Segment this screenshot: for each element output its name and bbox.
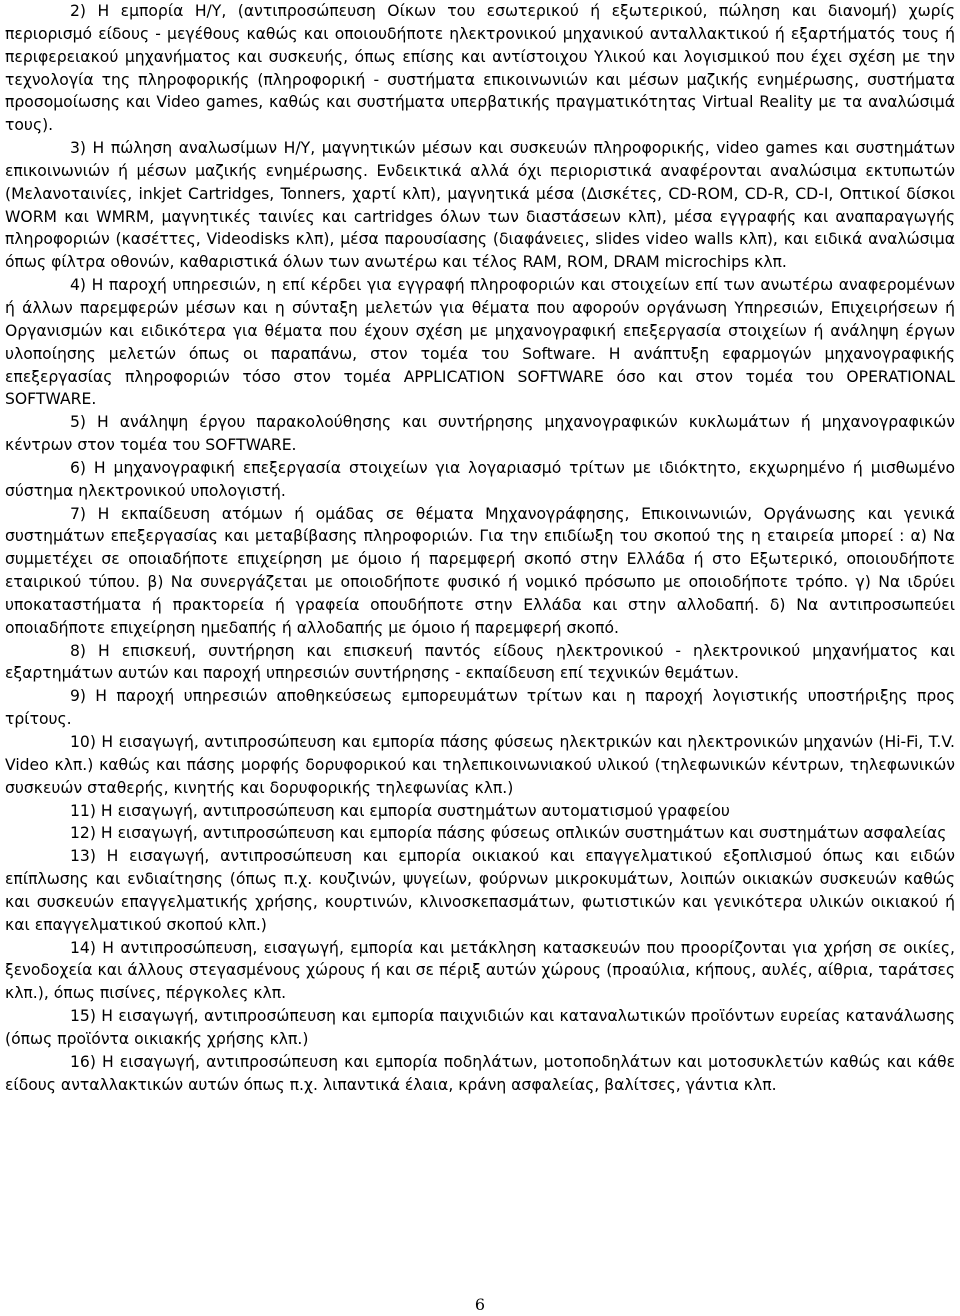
paragraph-item-16: 16) Η εισαγωγή, αντιπροσώπευση και εμπορία ποδηλάτων, μοτοποδηλάτων και μοτοσυκλετών καθώς και κάθε είδους ανταλλακτικών αυτών όπως π.χ. λιπαντικά έλαια, κράνη ασφαλείας, βαλίτσες, γάντια κλπ. xyxy=(5,1052,955,1094)
paragraph-item-4: 4) Η παροχή υπηρεσιών, η επί κέρδει για εγγραφή πληροφοριών και στοιχείων επί των ανωτέρω αναφερομένων ή άλλων παρεμφερών μέσων και η σύνταξη μελετών για θέματα που αφορούν οργάνωση Υπηρεσιών, Επιχειρήσεων ή Οργανισμών και ειδικότερα για θέματα που έχουν σχέση με μηχανογραφική επεξεργασία στοιχείων ή ανάληψη έργων υλοποίησης μελετών όπως οι παραπάνω, στον τομέα του Software. Η ανάπτυξη εφαρμογών μηχανογραφικής επεξεργασίας πληροφοριών τόσο στον τομέα APPLICATION SOFTWARE όσο και στον τομέα του OPERATIONAL SOFTWARE. xyxy=(5,276,955,409)
paragraph-item-7: 7) Η εκπαίδευση ατόμων ή ομάδας σε θέματα Μηχανογράφησης, Επικοινωνιών, Οργάνωσης και γενικά συστημάτων επεξεργασίας και μεταβίβασης πληροφοριών. Για την επιδίωξη του σκοπού της η εταιρεία μπορεί : α) Να συμμετέχει σε οποιαδήποτε επιχείρηση με όμοιο ή παρεμφερή σκοπό στην Ελλάδα ή στο Εξωτερικό, οποιουδήποτε εταιρικού τύπου. β) Να συνεργάζεται με οποιοδήποτε φυσικό ή νομικό πρόσωπο με οποιοδήποτε τρόπο. γ) Να ιδρύει υποκαταστήματα ή πρακτορεία ή γραφεία οπουδήποτε στην Ελλάδα και στην αλλοδαπή. δ) Να αντιπροσωπεύει οποιαδήποτε επιχείρηση ημεδαπής ή αλλοδαπής με όμοιο ή παρεμφερή σκοπό. xyxy=(5,504,955,637)
document-page xyxy=(5,0,955,1097)
paragraph-item-12: 12) Η εισαγωγή, αντιπροσώπευση και εμπορία πάσης φύσεως οπλικών συστημάτων και συστημάτων ασφαλείας xyxy=(70,824,947,843)
page-number: 6 xyxy=(474,1295,486,1314)
paragraph-item-5: 5) Η ανάληψη έργου παρακολούθησης και συντήρησης μηχανογραφικών κυκλωμάτων ή μηχανογραφικών κέντρων στον τομέα του SOFTWARE. xyxy=(5,413,955,455)
paragraph-item-2: 2) Η εμπορία Η/Υ, (αντιπροσώπευση Οίκων του εσωτερικού ή εξωτερικού, πώληση και διανομή) χωρίς περιορισμό είδους - μεγέθους καθώς και οποιουδήποτε ηλεκτρονικού μηχανικού ανταλλακτικού ή εξαρτήματός τους ή περιφερειακού μηχανήματος και συσκευής, όπως επίσης και αντίστοιχου Υλικού και λογισμικού που έχει σχέση με την τεχνολογία της πληροφορικής (πληροφορική - συστήματα επικοινωνιών και μέσων μαζικής ενημέρωσης, συστήματα προσομοίωσης και Video games, καθώς και συστήματα υπερβατικής πραγματικότητας Virtual Reality με τα αναλώσιμά τους). xyxy=(5,2,955,135)
paragraph-item-11: 11) Η εισαγωγή, αντιπροσώπευση και εμπορία συστημάτων αυτοματισμού γραφείου xyxy=(70,801,730,820)
paragraph-item-6: 6) Η μηχανογραφική επεξεργασία στοιχείων για λογαριασμό τρίτων με ιδιόκτητο, εκχωρημένο ή μισθωμένο σύστημα ηλεκτρονικού υπολογιστή. xyxy=(5,458,955,500)
paragraph-item-14: 14) Η αντιπροσώπευση, εισαγωγή, εμπορία και μετάκληση κατασκευών που προορίζονται για χρήση σε οικίες, ξενοδοχεία και άλλους στεγασμένους χώρους ή και σε πέριξ αυτών χώρους (προαύλια, κήπους, αυλές, αίθρια, ταράτσες κλπ.), όπως πισίνες, πέργκολες κλπ. xyxy=(5,938,955,1003)
paragraph-item-9: 9) Η παροχή υπηρεσιών αποθηκεύσεως εμπορευμάτων τρίτων και η παροχή λογιστικής υποστήριξης προς τρίτους. xyxy=(5,687,955,729)
paragraph-item-3: 3) Η πώληση αναλωσίμων Η/Υ, μαγνητικών μέσων και συσκευών πληροφορικής, video games και συστημάτων επικοινωνιών ή μέσων μαζικής ενημέρωσης. Ενδεικτικά αλλά όχι περιοριστικά αναφέρονται αναλώσιμα εκτυπωτών (Μελανοταινίες, inkjet Cartridges, Tonners, χαρτί κλπ), μαγνητικά μέσα (Δισκέτες, CD-ROM, CD-R, CD-I, Οπτικοί δίσκοι WORM και WMRM, μαγνητικές ταινίες και cartridges όλων των διαστάσεων κλπ), μέσα εγγραφής και αναπαραγωγής πληροφοριών (κασέττες, Videodisks κλπ), μέσα παρουσίασης (διαφάνειες, slides video walls κλπ), και ειδικά αναλώσιμα όπως φίλτρα οθονών, καθαριστικά όλων των ανωτέρω και τέλος RAM, ROM, DRAM microchips κλπ. xyxy=(5,139,955,272)
paragraph-item-8: 8) Η επισκευή, συντήρηση και επισκευή παντός είδους ηλεκτρονικού - ηλεκτρονικού μηχανήματος και εξαρτημάτων αυτών και παροχή υπηρεσιών συντήρησης - εκπαίδευση επί τεχνικών θεμάτων. xyxy=(5,641,955,683)
paragraph-item-15: 15) Η εισαγωγή, αντιπροσώπευση και εμπορία παιχνιδιών και καταναλωτικών προϊόντων ευρείας κατανάλωσης (όπως προϊόντα οικιακής χρήσης κλπ.) xyxy=(5,1007,955,1048)
paragraph-item-13: 13) Η εισαγωγή, αντιπροσώπευση και εμπορία οικιακού και επαγγελματικού εξοπλισμού όπως και ειδών επίπλωσης και ενδιαίτησης (όπως π.χ. κουζινών, ψυγείων, φούρνων μικροκυμάτων, λοιπών οικιακών συσκευών καθώς και συσκευών επαγγελματικής χρήσης, κουρτινών, κλινοσκεπασμάτων, φωτιστικών και γενικότερα υλικών οικιακού ή και επαγγελματικού σκοπού κλπ.) xyxy=(5,847,955,934)
paragraph-item-10: 10) Η εισαγωγή, αντιπροσώπευση και εμπορία πάσης φύσεως ηλεκτρικών και ηλεκτρονικών μηχανών (Hi-Fi, T.V. Video κλπ.) καθώς και πάσης μορφής δορυφορικού και τηλεπικοινωνιακού υλικού (τηλεφωνικών κέντρων, τηλεφωνικών συσκευών σταθερής, κινητής και δορυφορικής τηλεφωνίας κλπ.) xyxy=(5,733,955,797)
